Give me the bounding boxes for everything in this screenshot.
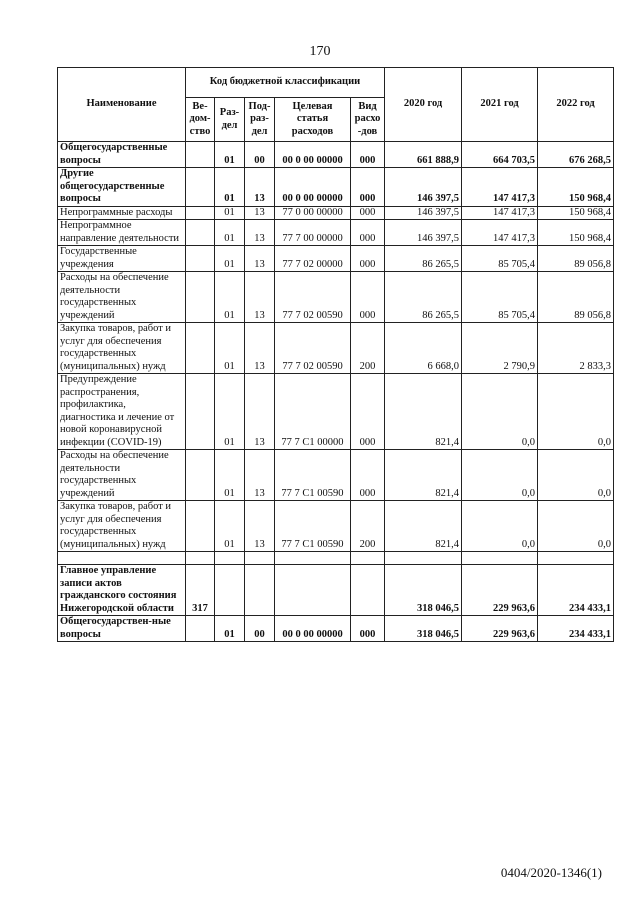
cell-razd: 01: [215, 246, 245, 272]
cell-y2022: 150 968,4: [538, 206, 614, 220]
cell-vid: 000: [351, 272, 385, 323]
cell-y2020: 821,4: [385, 501, 462, 552]
cell-ved: [186, 501, 215, 552]
cell-name: Общегосударствен-ные вопросы: [58, 616, 186, 642]
cell-podr: 00: [245, 616, 275, 642]
table-cell: [275, 552, 351, 565]
cell-podr: 13: [245, 220, 275, 246]
header-podrazdel: Под-раз-дел: [245, 98, 275, 142]
cell-ved: [186, 374, 215, 450]
header-name: Наименование: [58, 68, 186, 142]
cell-ved: [186, 246, 215, 272]
cell-razd: 01: [215, 616, 245, 642]
cell-y2021: 147 417,3: [462, 168, 538, 207]
cell-name: Предупреждение распространения, профилактика, диагностика и лечение от новой коронавирусной инфекции (COVID-19): [58, 374, 186, 450]
cell-podr: 13: [245, 168, 275, 207]
header-vedomstvo: Ве-дом-ство: [186, 98, 215, 142]
cell-y2021: 0,0: [462, 450, 538, 501]
cell-target: 00 0 00 00000: [275, 168, 351, 207]
table-row: [58, 246, 614, 272]
cell-ved: 317: [186, 565, 215, 616]
table-row: [58, 501, 614, 552]
cell-name: Общегосударственные вопросы: [58, 142, 186, 168]
cell-vid: 000: [351, 220, 385, 246]
cell-y2021: 85 705,4: [462, 272, 538, 323]
header-2022: 2022 год: [538, 68, 614, 142]
cell-razd: 01: [215, 374, 245, 450]
cell-podr: 13: [245, 374, 275, 450]
cell-vid: 000: [351, 206, 385, 220]
cell-vid: 000: [351, 246, 385, 272]
cell-target: 77 7 02 00000: [275, 246, 351, 272]
header-razdel: Раз-дел: [215, 98, 245, 142]
cell-target: 00 0 00 00000: [275, 142, 351, 168]
cell-razd: 01: [215, 168, 245, 207]
cell-y2020: 86 265,5: [385, 272, 462, 323]
cell-y2021: 85 705,4: [462, 246, 538, 272]
cell-ved: [186, 450, 215, 501]
table-row: [58, 220, 614, 246]
cell-ved: [186, 616, 215, 642]
header-code-group: Код бюджетной классификации: [186, 68, 385, 98]
cell-vid: 200: [351, 323, 385, 374]
cell-name: Государственные учреждения: [58, 246, 186, 272]
document-code: 0404/2020-1346(1): [500, 865, 602, 880]
cell-y2022: 150 968,4: [538, 168, 614, 207]
cell-name: Закупка товаров, работ и услуг для обеспечения государственных (муниципальных) нужд: [58, 501, 186, 552]
table-row: [58, 142, 614, 168]
cell-razd: 01: [215, 501, 245, 552]
table-cell: [351, 552, 385, 565]
table-cell: [245, 552, 275, 565]
cell-y2022: 89 056,8: [538, 246, 614, 272]
cell-y2022: 234 433,1: [538, 616, 614, 642]
cell-y2020: 146 397,5: [385, 206, 462, 220]
table-cell: [385, 552, 462, 565]
cell-y2022: 89 056,8: [538, 272, 614, 323]
table-row: [58, 450, 614, 501]
cell-name: Расходы на обеспечение деятельности государственных учреждений: [58, 272, 186, 323]
cell-ved: [186, 206, 215, 220]
cell-vid: 000: [351, 450, 385, 501]
header-2021: 2021 год: [462, 68, 538, 142]
table-row: [58, 374, 614, 450]
cell-y2021: 147 417,3: [462, 220, 538, 246]
cell-ved: [186, 220, 215, 246]
cell-razd: 01: [215, 142, 245, 168]
table-spacer-row: [58, 552, 614, 565]
cell-y2020: 6 668,0: [385, 323, 462, 374]
cell-ved: [186, 323, 215, 374]
cell-y2020: 146 397,5: [385, 168, 462, 207]
cell-podr: 13: [245, 206, 275, 220]
table-cell: [186, 552, 215, 565]
header-2020: 2020 год: [385, 68, 462, 142]
cell-target: 77 0 00 00000: [275, 206, 351, 220]
cell-vid: 200: [351, 501, 385, 552]
cell-y2021: 229 963,6: [462, 565, 538, 616]
cell-y2020: 86 265,5: [385, 246, 462, 272]
cell-name: Непрограммное направление деятельности: [58, 220, 186, 246]
cell-y2022: 0,0: [538, 374, 614, 450]
cell-podr: 13: [245, 323, 275, 374]
cell-target: 77 7 00 00000: [275, 220, 351, 246]
table-row: [58, 168, 614, 207]
table-cell: [58, 552, 186, 565]
table-row: [58, 616, 614, 642]
cell-y2021: 147 417,3: [462, 206, 538, 220]
cell-podr: 13: [245, 272, 275, 323]
cell-target: [275, 565, 351, 616]
table-row: [58, 272, 614, 323]
table-cell: [538, 552, 614, 565]
cell-y2022: 676 268,5: [538, 142, 614, 168]
cell-target: 77 7 С1 00000: [275, 374, 351, 450]
cell-name: Закупка товаров, работ и услуг для обеспечения государственных (муниципальных) нужд: [58, 323, 186, 374]
cell-podr: 13: [245, 450, 275, 501]
budget-table: [57, 67, 614, 642]
cell-name: Расходы на обеспечение деятельности государственных учреждений: [58, 450, 186, 501]
cell-y2021: 2 790,9: [462, 323, 538, 374]
page-number: 170: [309, 44, 331, 59]
cell-target: 77 7 С1 00590: [275, 450, 351, 501]
cell-y2022: 234 433,1: [538, 565, 614, 616]
header-vid: Вид расхо-дов: [351, 98, 385, 142]
cell-name: Непрограммные расходы: [58, 206, 186, 220]
cell-razd: 01: [215, 450, 245, 501]
table-cell: [215, 552, 245, 565]
cell-y2022: 0,0: [538, 501, 614, 552]
cell-vid: 000: [351, 168, 385, 207]
cell-name: Главное управление записи актов гражданского состояния Нижегородской области: [58, 565, 186, 616]
cell-ved: [186, 142, 215, 168]
cell-podr: 13: [245, 246, 275, 272]
table-body: [58, 142, 614, 642]
cell-y2020: 318 046,5: [385, 565, 462, 616]
cell-razd: 01: [215, 220, 245, 246]
table-row: [58, 206, 614, 220]
cell-razd: 01: [215, 323, 245, 374]
cell-y2021: 664 703,5: [462, 142, 538, 168]
cell-y2021: 0,0: [462, 374, 538, 450]
cell-podr: [245, 565, 275, 616]
cell-vid: [351, 565, 385, 616]
cell-razd: 01: [215, 206, 245, 220]
cell-y2020: 146 397,5: [385, 220, 462, 246]
cell-target: 00 0 00 00000: [275, 616, 351, 642]
cell-ved: [186, 168, 215, 207]
cell-y2022: 0,0: [538, 450, 614, 501]
cell-vid: 000: [351, 374, 385, 450]
cell-y2021: 0,0: [462, 501, 538, 552]
cell-target: 77 7 02 00590: [275, 272, 351, 323]
cell-name: Другие общегосударственные вопросы: [58, 168, 186, 207]
cell-target: 77 7 С1 00590: [275, 501, 351, 552]
cell-y2020: 821,4: [385, 374, 462, 450]
cell-y2022: 150 968,4: [538, 220, 614, 246]
cell-podr: 13: [245, 501, 275, 552]
cell-vid: 000: [351, 616, 385, 642]
cell-target: 77 7 02 00590: [275, 323, 351, 374]
cell-y2020: 661 888,9: [385, 142, 462, 168]
cell-razd: 01: [215, 272, 245, 323]
cell-y2021: 229 963,6: [462, 616, 538, 642]
cell-razd: [215, 565, 245, 616]
cell-ved: [186, 272, 215, 323]
table-cell: [462, 552, 538, 565]
table-row: [58, 565, 614, 616]
cell-y2022: 2 833,3: [538, 323, 614, 374]
cell-y2020: 318 046,5: [385, 616, 462, 642]
cell-vid: 000: [351, 142, 385, 168]
cell-podr: 00: [245, 142, 275, 168]
cell-y2020: 821,4: [385, 450, 462, 501]
header-target: Целевая статья расходов: [275, 98, 351, 142]
table-row: [58, 323, 614, 374]
